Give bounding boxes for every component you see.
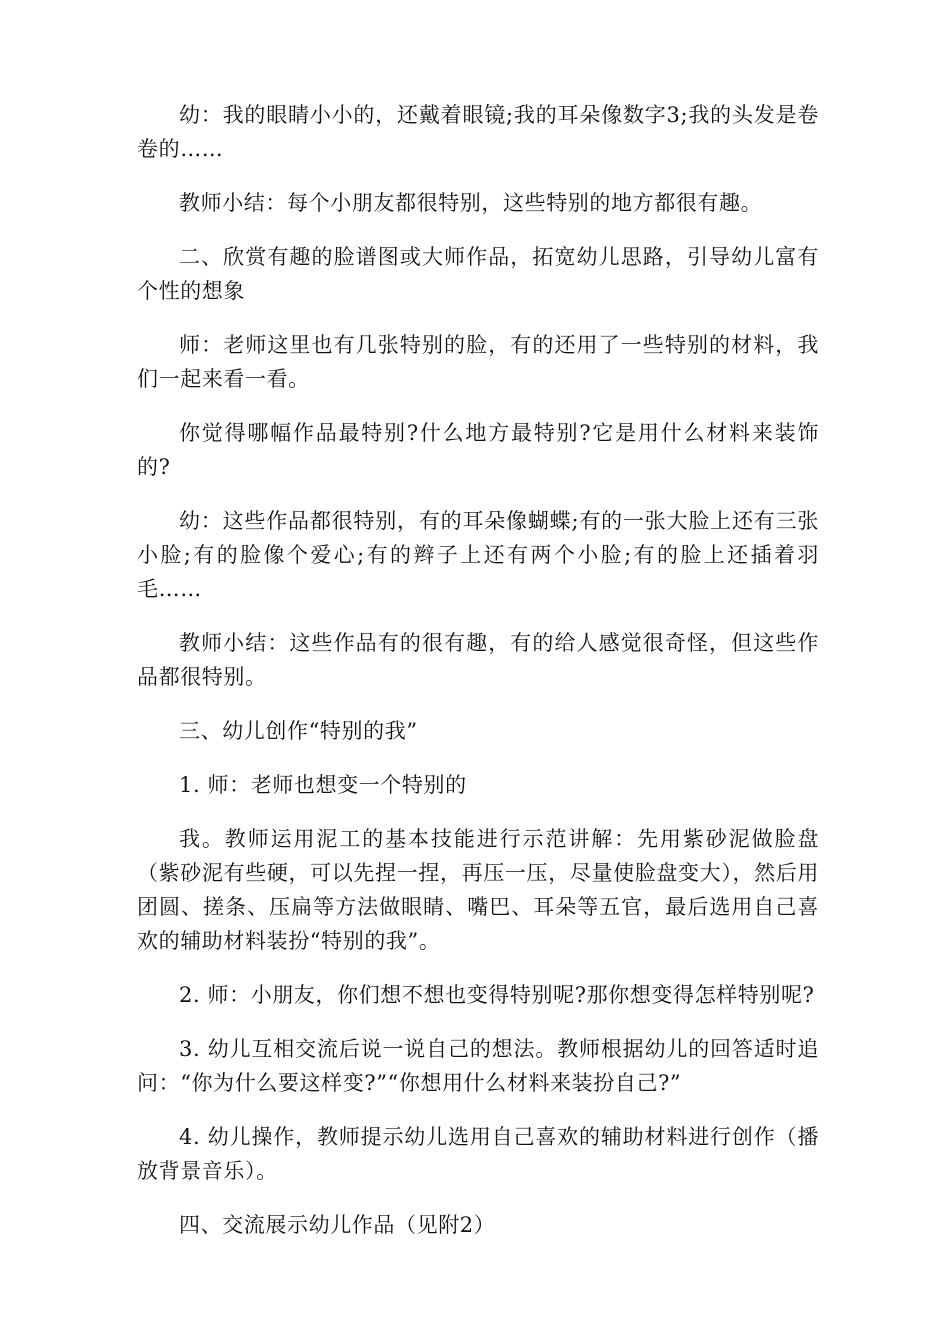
step-1: 1. 师：老师也想变一个特别的 (179, 773, 467, 797)
step-2: 2. 师：小朋友，你们想不想也变得特别呢?那你想变得怎样特别呢? (179, 983, 815, 1007)
paragraph-child-answer-features: 幼：我的眼睛小小的，还戴着眼镜;我的耳朵像数字3;我的头发是卷卷的…… (137, 103, 819, 161)
paragraph-demonstration: 我。教师运用泥工的基本技能进行示范讲解：先用紫砂泥做脸盘（紫砂泥有些硬，可以先捏一捏，再压一压，尽量使脸盘变大），然后用团圆、搓条、压扁等方法做眼睛、嘴巴、耳朵等五官，最后选用自己喜欢的辅助材料装扮“特别的我”。 (137, 827, 819, 953)
step-3: 3. 幼儿互相交流后说一说自己的想法。教师根据幼儿的回答适时追问：“你为什么要这样变?”“你想用什么材料来装扮自己?” (137, 1037, 819, 1095)
document-body (137, 98, 819, 1262)
step-4: 4. 幼儿操作，教师提示幼儿选用自己喜欢的辅助材料进行创作（播放背景音乐）。 (137, 1125, 819, 1183)
section-heading-4: 四、交流展示幼儿作品（见附2） (179, 1213, 496, 1237)
paragraph-teacher-intro: 师：老师这里也有几张特别的脸，有的还用了一些特别的材料，我们一起来看一看。 (137, 333, 819, 391)
section-heading-3: 三、幼儿创作“特别的我” (179, 719, 418, 743)
section-heading-2: 二、欣赏有趣的脸谱图或大师作品，拓宽幼儿思路，引导幼儿富有个性的想象 (137, 245, 819, 303)
paragraph-teacher-summary-2: 教师小结：这些作品有的很有趣，有的给人感觉很奇怪，但这些作品都很特别。 (137, 631, 819, 689)
paragraph-teacher-summary-1: 教师小结：每个小朋友都很特别，这些特别的地方都很有趣。 (179, 191, 763, 215)
paragraph-question: 你觉得哪幅作品最特别?什么地方最特别?它是用什么材料来装饰的? (137, 421, 819, 479)
paragraph-child-answer-works: 幼：这些作品都很特别，有的耳朵像蝴蝶;有的一张大脸上还有三张小脸;有的脸像个爱心;有的辫子上还有两个小脸;有的脸上还插着羽毛…… (137, 509, 819, 601)
